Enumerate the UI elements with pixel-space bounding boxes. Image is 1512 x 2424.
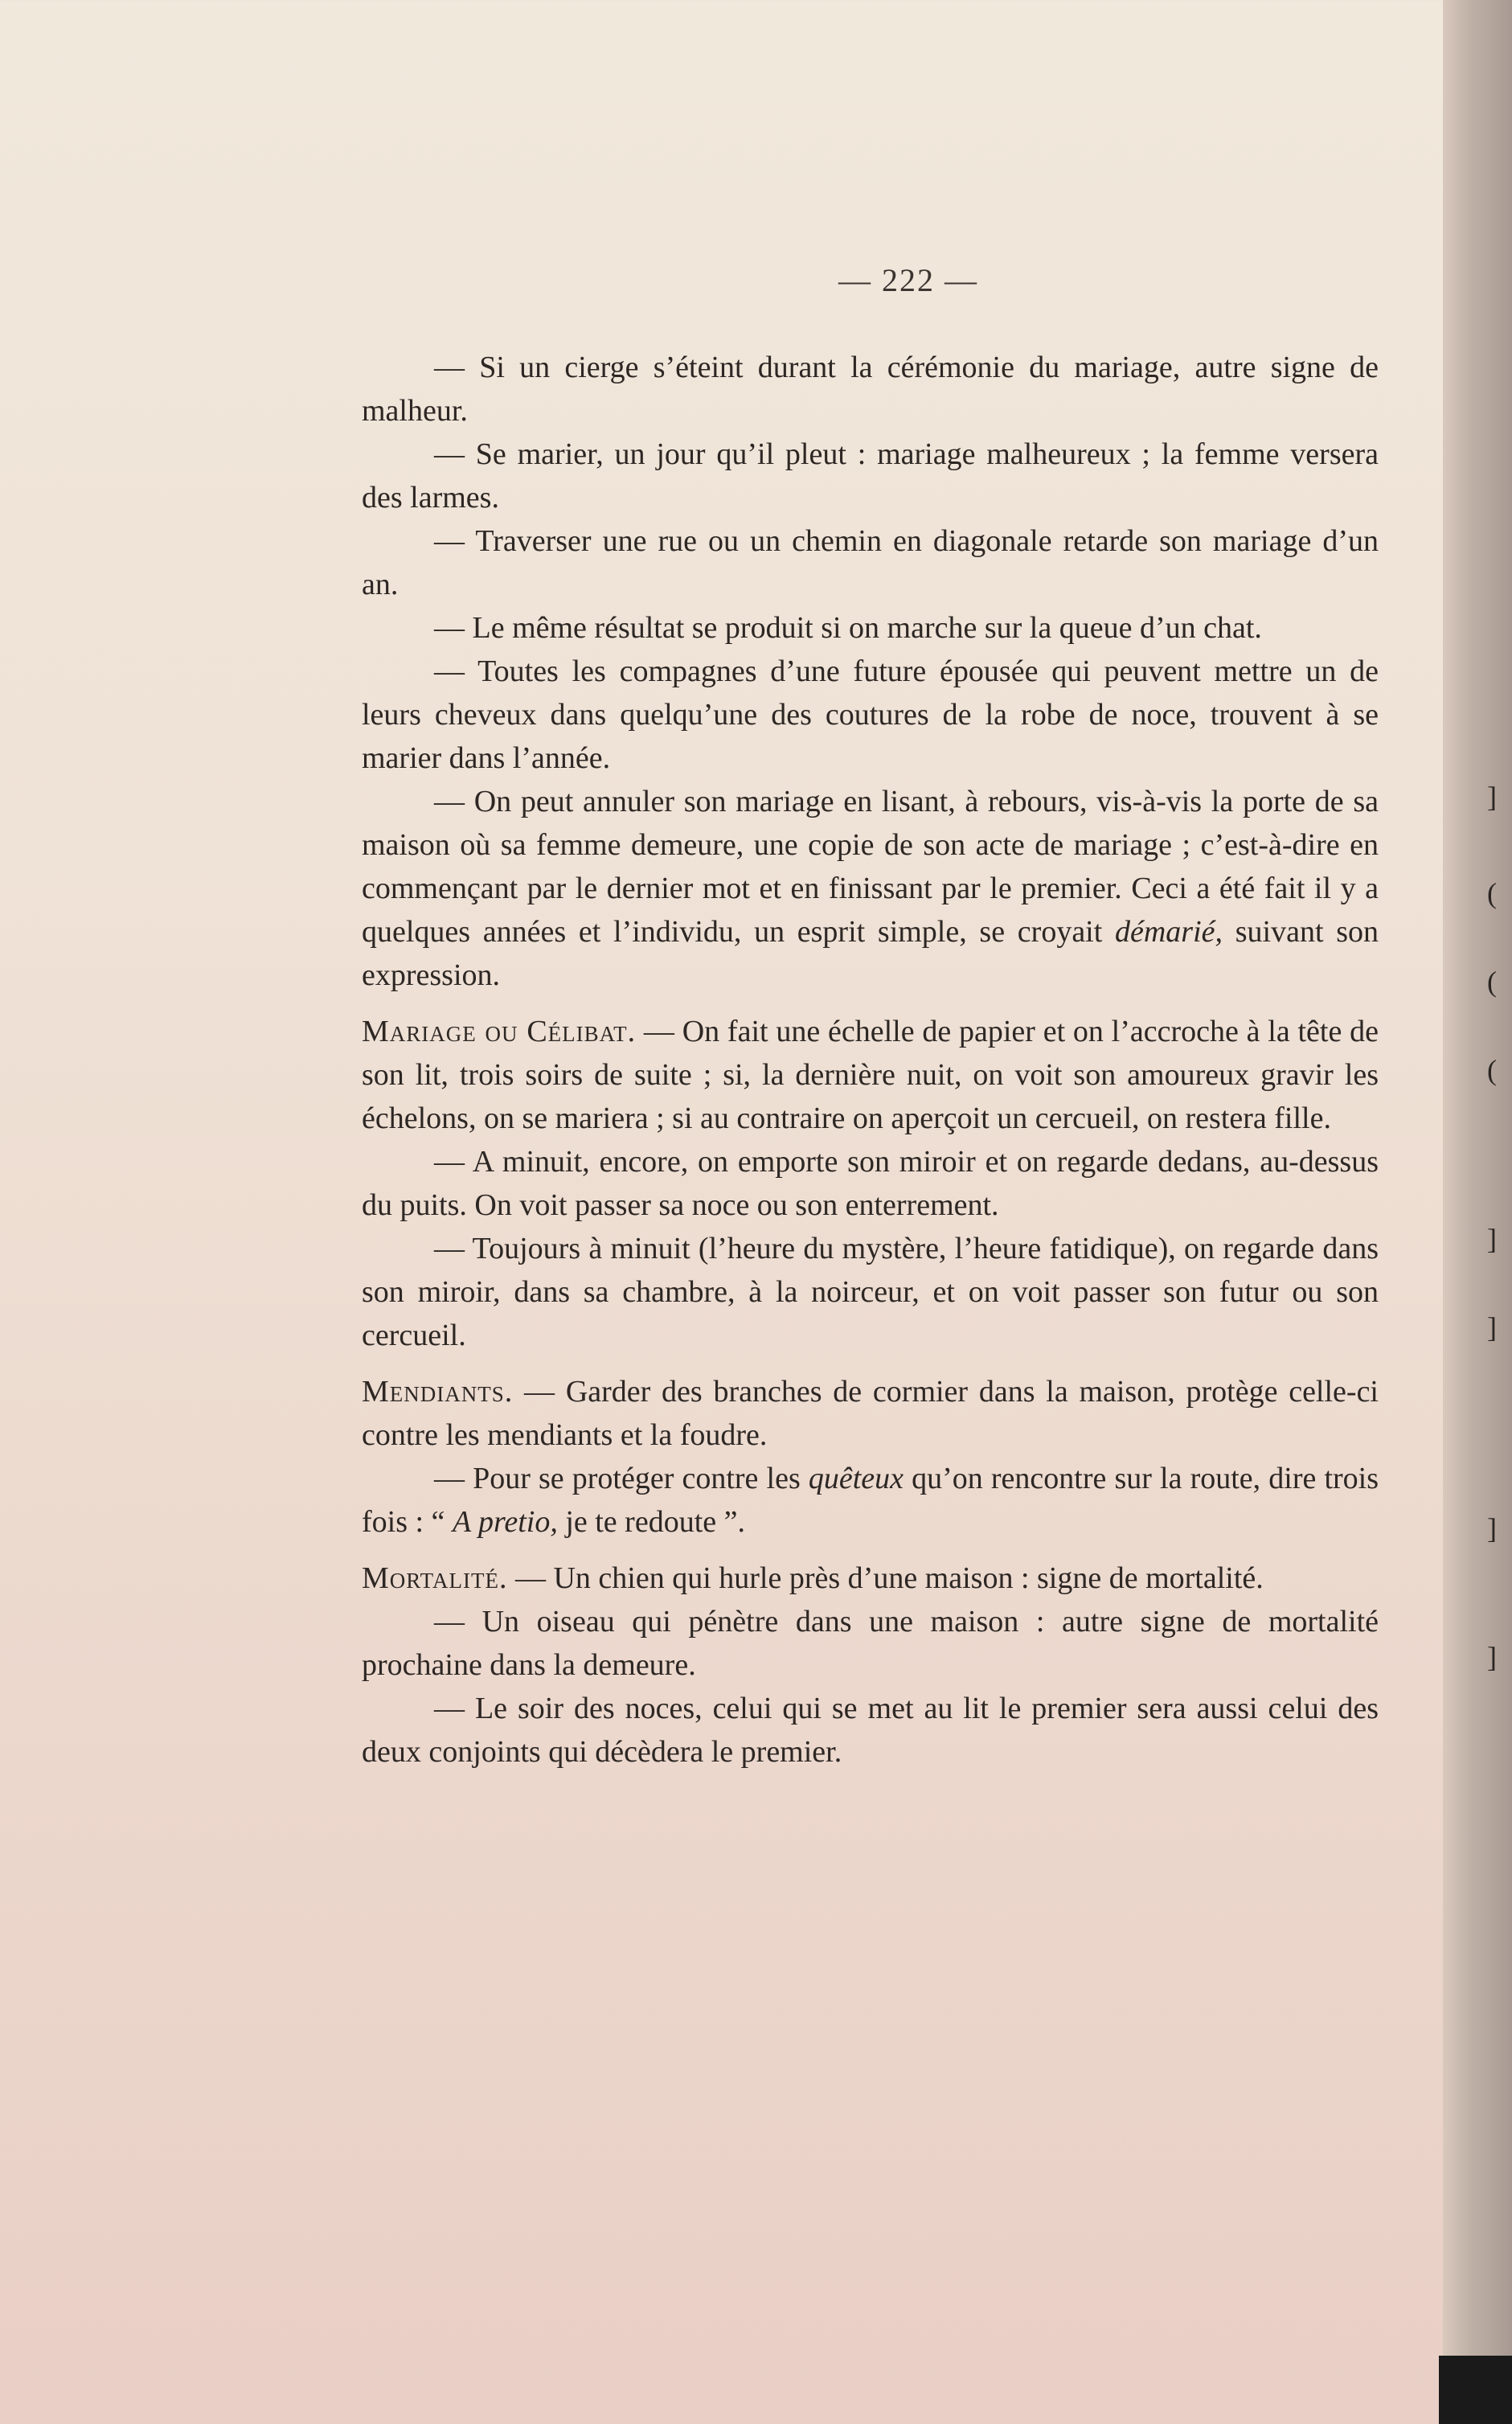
paragraph-annuler xyxy=(362,780,1379,997)
paragraph-cierge: — Si un cierge s’éteint durant la cérémonie du mariage, autre signe de malheur. xyxy=(362,351,1379,428)
entry-mariage-celibat xyxy=(362,1010,1379,1140)
paragraph-queteux-text-3: je te redoute ”. xyxy=(557,1505,745,1539)
entry-text-mariage: — On fait une échelle de papier et on l’accroche à la tête de son lit, trois soirs de suite ; si, la dernière nuit, on voit son amoureux gravir les échelons, on se mariera ; si au contraire on aperçoit un cercueil, on restera fille. xyxy=(362,1015,1379,1135)
paragraph-annuler-text-1: — On peut annuler son mariage en lisant, à rebours, vis-à-vis la porte de sa maison où sa femme demeure, une copie de son acte de mariage ; c’est-à-dire en commençant par le dernier mot et en finissant par le premier. Ceci a été fait il y a quelques années et l’individu, un esprit simple, se croyait xyxy=(362,785,1379,949)
entry-text-mendiants: — Garder des branches de cormier dans la maison, protège celle-ci contre les mendiants et la foudre. xyxy=(362,1375,1379,1452)
paragraph-queteux-text-1: — Pour se protéger contre les xyxy=(434,1462,809,1495)
entry-heading-mariage: Mariage ou Célibat. xyxy=(362,1015,637,1048)
entry-text-mortalite: — Un chien qui hurle près d’une maison : signe de mortalité. xyxy=(507,1561,1264,1595)
paragraph-compagnes: — Toutes les compagnes d’une future épousée qui peuvent mettre un de leurs cheveux dans quelqu’une des coutures de la robe de noce, trouvent à se marier dans l’année. xyxy=(362,654,1379,775)
paragraph-annuler-text-2: suivant son expression. xyxy=(362,915,1379,992)
paragraph-pluie: — Se marier, un jour qu’il pleut : mariage malheureux ; la femme versera des larmes. xyxy=(362,437,1379,515)
paragraph-minuit-puits: — A minuit, encore, on emporte son miroir et on regarde dedans, au-dessus du puits. On voit passer sa noce ou son enterrement. xyxy=(362,1145,1379,1222)
paragraph-noces: — Le soir des noces, celui qui se met au lit le premier sera aussi celui des deux conjoints qui décèdera le premier. xyxy=(362,1692,1379,1769)
margin-mark: ( xyxy=(1487,966,1497,998)
margin-mark: ] xyxy=(1487,781,1497,813)
paragraph-queteux-text-2: qu’on rencontre sur la route, dire trois fois : “ xyxy=(362,1462,1379,1539)
paragraph-oiseau: — Un oiseau qui pénètre dans une maison : autre signe de mortalité prochaine dans la demeure. xyxy=(362,1605,1379,1682)
entry-heading-mendiants: Mendiants. xyxy=(362,1375,514,1409)
entry-mendiants xyxy=(362,1370,1379,1457)
adjacent-page-margin-marks xyxy=(1487,0,1512,2424)
paragraph-chat: — Le même résultat se produit si on marche sur la queue d’un chat. xyxy=(434,611,1262,645)
page-number: — 222 — xyxy=(838,262,978,298)
margin-mark: ] xyxy=(1487,1512,1497,1544)
margin-mark: ( xyxy=(1487,877,1497,909)
paragraph-minuit-miroir: — Toujours à minuit (l’heure du mystère, l’heure fatidique), on regarde dans son miroir, dans sa chambre, à la noirceur, et on voit passer son futur ou son cercueil. xyxy=(362,1232,1379,1352)
entry-mortalite xyxy=(362,1557,1379,1600)
margin-mark: ( xyxy=(1487,1054,1497,1086)
paragraph-annuler-italic: démarié, xyxy=(1115,915,1223,949)
margin-mark: ] xyxy=(1487,1311,1497,1343)
paragraph-queteux-italic-2: A pretio, xyxy=(452,1505,558,1539)
margin-mark: ] xyxy=(1487,1223,1497,1255)
body-text xyxy=(362,346,1379,1774)
margin-mark: ] xyxy=(1487,1641,1497,1673)
entry-heading-mortalite: Mortalité. xyxy=(362,1561,508,1595)
paragraph-diagonale: — Traverser une rue ou un chemin en diagonale retarde son mariage d’un an. xyxy=(362,524,1379,601)
scan-border xyxy=(1439,2356,1512,2424)
paragraph-queteux xyxy=(362,1457,1379,1544)
paragraph-queteux-italic-1: quêteux xyxy=(808,1462,904,1495)
